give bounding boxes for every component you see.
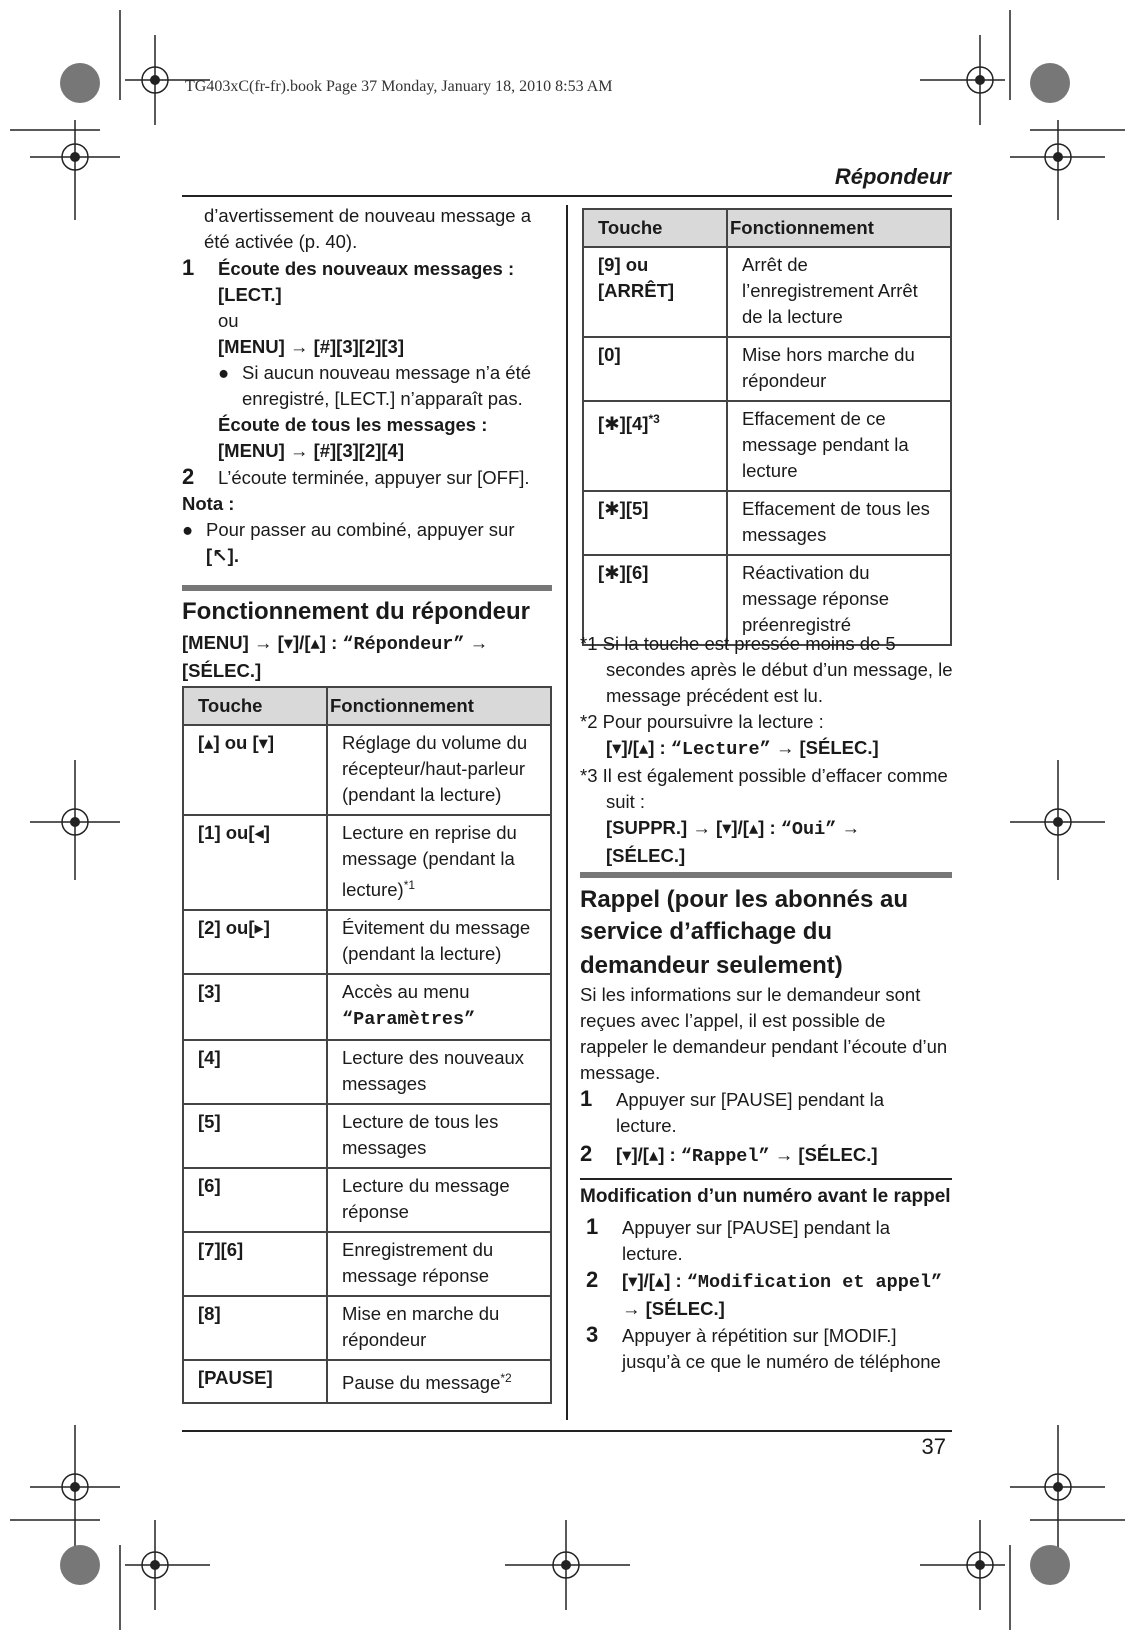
table-cell-text: Arrêt de l’enregistrement Arrêt de la lecture (727, 247, 951, 337)
section-title: Répondeur (834, 164, 951, 189)
left-section (182, 596, 552, 684)
function-table-right (582, 208, 952, 646)
footnotes: *1 Si la touche est pressée moins de 5 secondes après le début d’un message, le message précédent est lu. *2 Pour poursuivre la lecture : [▾]/[▴] : “Lecture” → [SÉLEC.] *3 Il est également possible d’effacer comme suit : [SUPPR.] → [▾]/[▴] : “Oui” → [SÉLEC.] (580, 631, 960, 869)
table-row (183, 815, 551, 910)
menu-path-item: “Répondeur” (342, 634, 465, 655)
footnote: *1 Si la touche est pressée moins de 5 (580, 633, 896, 654)
table-cell-text: Enregistrement du message réponse (327, 1232, 551, 1296)
table-row (183, 1360, 551, 1403)
table-cell-key: [7][6] (183, 1232, 327, 1296)
table-cell-key: [2] ou[▸] (183, 910, 327, 974)
table-cell-text: Réglage du volume du récepteur/haut-parleur (pendant la lecture) (327, 725, 551, 815)
table-cell-key: [▴] ou [▾] (183, 725, 327, 815)
key-sequence: [MENU] → [#][3][2][4] (218, 440, 405, 461)
table-header: Touche (583, 209, 727, 247)
step-subtitle: Écoute de tous les messages : (218, 414, 488, 435)
step-text: Appuyer sur [PAUSE] pendant la (616, 1089, 885, 1110)
table-header-row (183, 687, 551, 725)
section-heading: Fonctionnement du répondeur (182, 598, 530, 625)
table-row (583, 401, 951, 491)
table-cell-key: [✱][5] (583, 491, 727, 555)
step-text: lecture. (622, 1242, 683, 1264)
table-row (583, 491, 951, 555)
column-divider (566, 205, 568, 1420)
step-text: jusqu’à ce que le numéro de téléphone (622, 1350, 941, 1372)
step-text: lecture. (616, 1115, 677, 1136)
table-cell-key: [8] (183, 1296, 327, 1360)
nota-label: Nota : (182, 493, 235, 514)
paragraph-line: message. (580, 1062, 661, 1083)
footnote: [SÉLEC.] (606, 845, 686, 866)
table-cell-text: Évitement du message (pendant la lecture) (327, 910, 551, 974)
footnote: message précédent est lu. (606, 685, 823, 706)
table-header: Fonctionnement (727, 209, 951, 247)
step-text: L’écoute terminée, appuyer sur [OFF]. (218, 467, 530, 488)
intro-line-1: d’avertissement de nouveau message a (204, 205, 532, 226)
or-text: ou (218, 310, 239, 331)
bullet-text: enregistré, [LECT.] n’apparaît pas. (242, 388, 523, 409)
table-cell-key: [9] ou [ARRÊT] (583, 247, 727, 337)
table-row (183, 910, 551, 974)
footer-rule (182, 1430, 952, 1432)
bullet-icon: ● (218, 362, 230, 383)
table-cell-key: $[✱][4]^{*3}$ (583, 401, 727, 491)
right-section: Rappel (pour les abonnés au service d’affichage du demandeur seulement) Si les informations sur le demandeur sont reçues avec l’appel, il est possible de rappeler le demandeur pendant l’écoute d’un message. 1 Appuyer sur [PAUSE] pendant la lecture. 2 [▾]/[▴] : “Rappel” → [SÉLEC.] Modification d’un numéro avant le rappel 1 Appuyer sur [PAUSE] pendant la lecture. 2 [▾]/[▴] : “Modification et appel” → [SÉLEC.] 3 Appuyer à répétition sur [MODIF.] jusqu’à ce que le numéro de téléphone (580, 884, 960, 1375)
table-cell-text: Pause du message$^{*2}$ (327, 1360, 551, 1403)
section-heading: Rappel (pour les abonnés au (580, 886, 909, 913)
table-row (183, 1104, 551, 1168)
section-rule (580, 872, 952, 878)
footnote: secondes après le début d’un message, le (606, 659, 953, 680)
table-cell-key: [✱][6] (583, 555, 727, 645)
key-sequence: [MENU] → [#][3][2][3] (218, 336, 405, 357)
step-number: 1 (586, 1213, 599, 1239)
table-cell-key: [0] (583, 337, 727, 401)
step-number: 2 (580, 1141, 593, 1166)
table-cell-key: [6] (183, 1168, 327, 1232)
nota-key: [↖]. (206, 545, 239, 566)
table-cell-text: Mise en marche du répondeur (327, 1296, 551, 1360)
table-cell-key: [PAUSE] (183, 1360, 327, 1403)
section-heading: service d’affichage du (580, 918, 833, 945)
table-row (183, 1232, 551, 1296)
subsection-rule (580, 1178, 952, 1180)
footnote-marker: *2 (500, 1371, 512, 1386)
table-header-row (583, 209, 951, 247)
step-text: Appuyer à répétition sur [MODIF.] (622, 1324, 897, 1346)
step-number: 1 (580, 1086, 593, 1111)
footnote-marker: *3 (648, 412, 660, 426)
subsection-heading: Modification d’un numéro avant le rappel (580, 1185, 951, 1207)
paragraph-line: reçues avec l’appel, il est possible de (580, 1010, 886, 1031)
header-rule (182, 195, 952, 197)
arrow-icon: → (469, 632, 489, 653)
left-column (182, 203, 552, 569)
table-cell-text: Lecture du message réponse (327, 1168, 551, 1232)
section-rule (182, 585, 552, 591)
intro-line-2: été activée (p. 40). (204, 231, 358, 252)
bullet-icon: ● (182, 519, 194, 540)
table-cell-text: Lecture des nouveaux messages (327, 1040, 551, 1104)
footnote-marker: *1 (403, 878, 416, 892)
nota-text: Pour passer au combiné, appuyer sur (206, 519, 515, 540)
table-cell-key: [5] (183, 1104, 327, 1168)
step-number: 2 (586, 1266, 599, 1292)
menu-path: [SÉLEC.] (182, 660, 262, 681)
table-row (183, 974, 551, 1040)
step-text: Appuyer sur [PAUSE] pendant la (622, 1216, 891, 1238)
footnote: *3 Il est également possible d’effacer comme (580, 765, 948, 786)
print-header: TG403xC(fr-fr).book Page 37 Monday, January 18, 2010 8:53 AM (185, 78, 613, 95)
table-header: Fonctionnement (327, 687, 551, 725)
step-text: → [SÉLEC.] (622, 1297, 725, 1319)
footnote: suit : (606, 791, 646, 812)
table-cell-key: [4] (183, 1040, 327, 1104)
function-table-left (182, 686, 552, 1404)
paragraph-line: rappeler le demandeur pendant l’écoute d’un (580, 1036, 948, 1057)
step-number: 2 (182, 464, 195, 489)
bullet-text: Si aucun nouveau message n’a été (242, 362, 532, 383)
table-row (183, 1040, 551, 1104)
step-number: 1 (182, 255, 195, 280)
table-row (583, 337, 951, 401)
step-title: Écoute des nouveaux messages : (218, 258, 515, 279)
paragraph-line: Si les informations sur le demandeur sont (580, 984, 921, 1005)
table-cell-key: [3] (183, 974, 327, 1040)
table-row (183, 725, 551, 815)
table-cell-text: Accès au menu “Paramètres” (327, 974, 551, 1040)
table-row (183, 1168, 551, 1232)
page-number: 37 (921, 1434, 946, 1459)
table-header: Touche (183, 687, 327, 725)
key-lect: [LECT.] (218, 284, 282, 305)
menu-path: [MENU] → [▾]/[▴] : (182, 632, 338, 653)
table-cell-text: Lecture en reprise du message (pendant la lecture)$^{*1}$ (327, 815, 551, 910)
footnote: *2 Pour poursuivre la lecture : (580, 711, 824, 732)
table-cell-text: Lecture de tous les messages (327, 1104, 551, 1168)
table-row (183, 1296, 551, 1360)
table-cell-text: Effacement de ce message pendant la lecture (727, 401, 951, 491)
table-cell-text: Réactivation du message réponse préenregistré (727, 555, 951, 645)
step-number: 3 (586, 1321, 599, 1347)
table-cell-text: Effacement de tous les messages (727, 491, 951, 555)
section-heading: demandeur seulement) (580, 952, 843, 979)
table-row (583, 247, 951, 337)
table-cell-text: Mise hors marche du répondeur (727, 337, 951, 401)
table-cell-key: [1] ou[◂] (183, 815, 327, 910)
